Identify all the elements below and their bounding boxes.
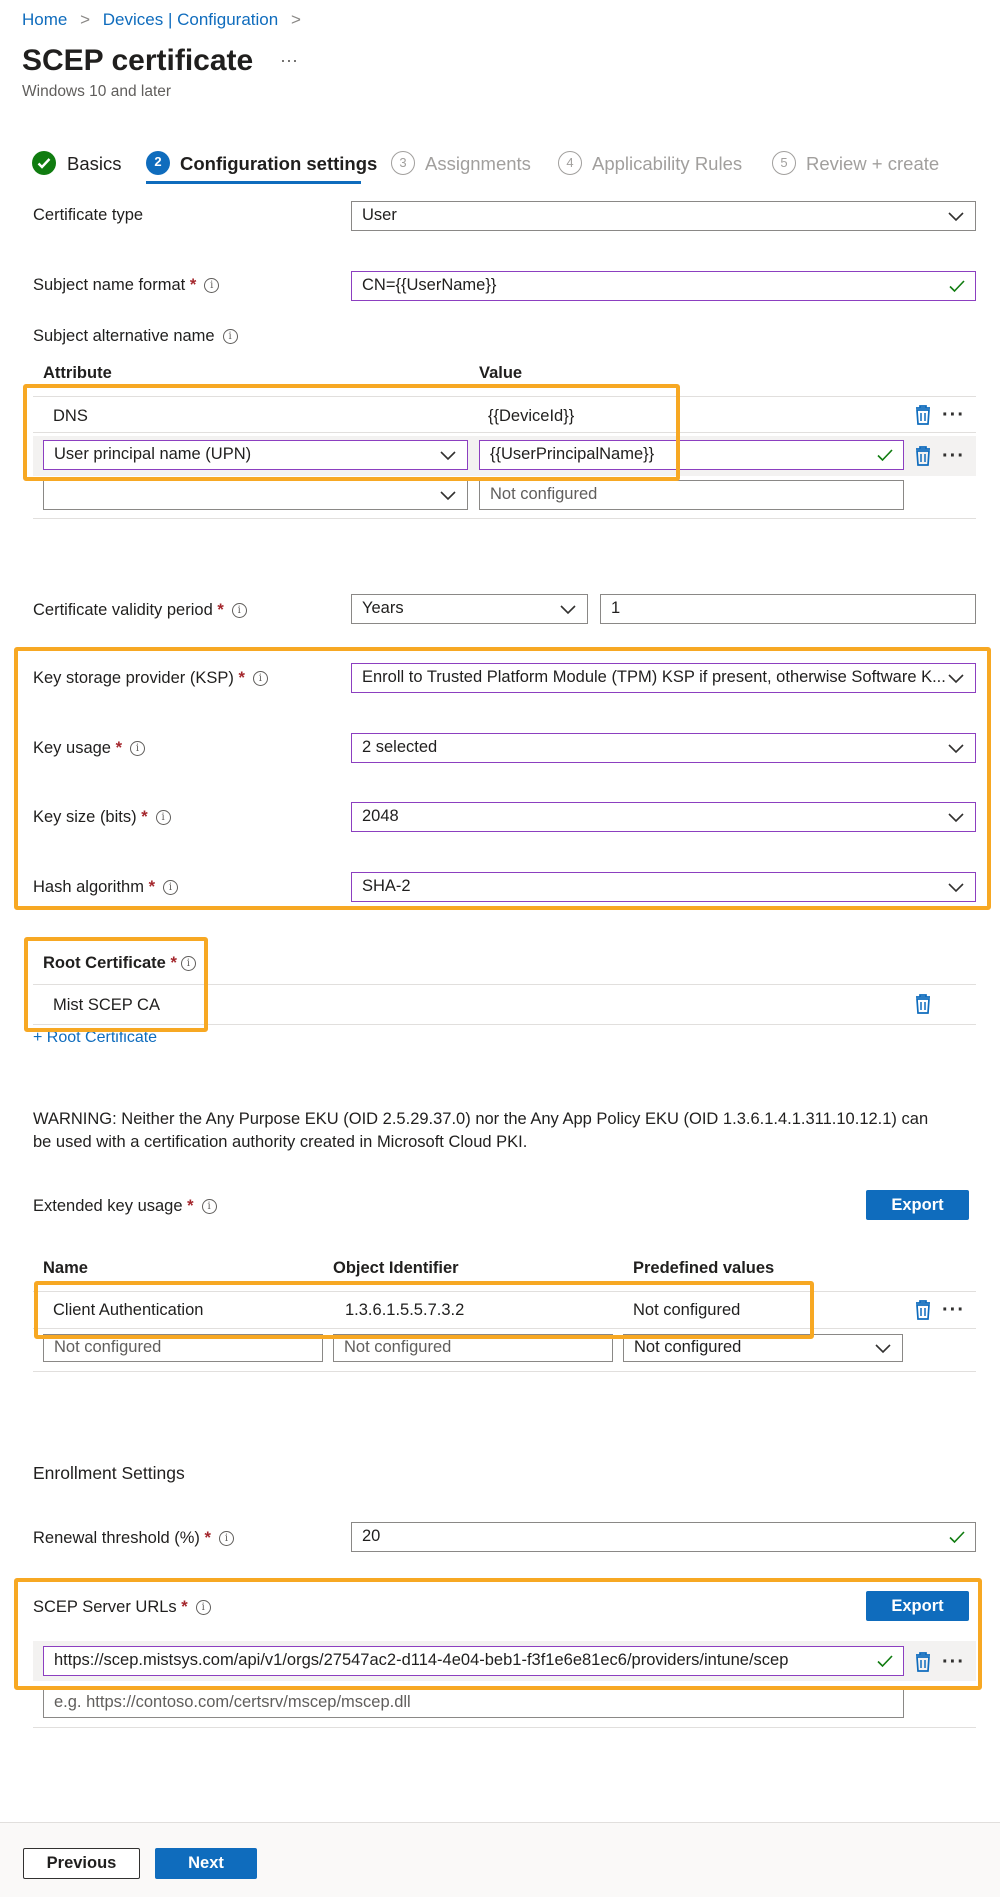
delete-icon[interactable] — [914, 993, 932, 1015]
info-icon[interactable]: i — [223, 329, 238, 344]
add-root-certificate-link[interactable]: + Root Certificate — [33, 1029, 158, 1046]
san-row3-attribute-dropdown[interactable] — [43, 480, 468, 510]
step-review-create[interactable]: Review + create — [806, 153, 940, 174]
certificate-type-label: Certificate type — [33, 206, 144, 224]
chevron-down-icon — [439, 487, 457, 503]
info-icon[interactable]: i — [163, 880, 178, 895]
eku-oid-header: Object Identifier — [333, 1259, 459, 1277]
key-usage-label: Key usage * i — [33, 739, 145, 758]
checkmark-icon — [875, 446, 895, 464]
active-step-underline — [146, 181, 361, 184]
highlight-box-san — [23, 384, 680, 481]
highlight-box-root-cert — [24, 937, 208, 1032]
validity-unit-dropdown[interactable] — [351, 594, 588, 624]
validity-unit-value: Years — [362, 599, 404, 617]
san-row2-attribute-value: User principal name (UPN) — [54, 445, 252, 463]
page-subtitle: Windows 10 and later — [22, 83, 172, 100]
step-basics[interactable]: Basics — [67, 153, 122, 174]
chevron-right-icon: > — [290, 10, 301, 29]
step-assignments[interactable]: Assignments — [425, 153, 531, 174]
delete-icon[interactable] — [914, 445, 932, 467]
step-number-5: 5 — [772, 151, 796, 175]
san-row3-value-placeholder: Not configured — [490, 485, 598, 503]
scep-url-value: https://scep.mistsys.com/api/v1/orgs/27547ac2-d114-4e04-beb1-f3f1e6e81ec6/providers/intune/scep — [54, 1651, 789, 1669]
root-certificate-label: Root Certificate * i — [43, 954, 196, 973]
info-icon[interactable]: i — [181, 956, 196, 971]
ksp-value: Enroll to Trusted Platform Module (TPM) KSP if present, otherwise Software K... — [362, 668, 946, 686]
renewal-threshold-input[interactable] — [351, 1522, 976, 1552]
info-icon[interactable]: i — [130, 741, 145, 756]
highlight-box-eku — [34, 1281, 814, 1339]
breadcrumb-devices-link[interactable]: Devices | Configuration — [102, 10, 279, 29]
info-icon[interactable]: i — [204, 278, 219, 293]
ksp-label: Key storage provider (KSP) * i — [33, 669, 268, 688]
scep-server-urls-label: SCEP Server URLs * i — [33, 1598, 211, 1617]
delete-icon[interactable] — [914, 1299, 932, 1321]
subject-alternative-name-label: Subject alternative name i — [33, 327, 238, 346]
breadcrumb-home-link[interactable]: Home — [22, 10, 68, 29]
step-number-4: 4 — [558, 151, 582, 175]
chevron-right-icon: > — [80, 10, 91, 29]
eku-row1-name: Client Authentication — [53, 1301, 204, 1319]
hash-algorithm-label: Hash algorithm * i — [33, 878, 178, 897]
renewal-threshold-value: 20 — [362, 1527, 381, 1545]
breadcrumb — [22, 10, 309, 30]
info-icon[interactable]: i — [202, 1199, 217, 1214]
eku-row2-name-placeholder: Not configured — [54, 1338, 162, 1356]
certificate-type-value: User — [362, 206, 397, 224]
info-icon[interactable]: i — [232, 603, 247, 618]
renewal-threshold-label: Renewal threshold (%) * i — [33, 1529, 234, 1548]
hash-algorithm-value: SHA-2 — [362, 877, 411, 895]
key-usage-value: 2 selected — [362, 738, 438, 756]
more-actions-icon[interactable]: ··· — [942, 1651, 965, 1673]
checkmark-icon — [947, 1528, 967, 1546]
key-size-label: Key size (bits) * i — [33, 808, 171, 827]
next-button[interactable]: Next — [155, 1848, 257, 1879]
eku-row2-predefined-value: Not configured — [634, 1338, 742, 1356]
info-icon[interactable]: i — [196, 1600, 211, 1615]
eku-name-header: Name — [43, 1259, 88, 1277]
step-configuration-settings[interactable]: Configuration settings — [180, 153, 378, 174]
checkmark-icon — [947, 277, 967, 295]
eku-warning — [33, 1108, 928, 1154]
check-circle-icon — [32, 151, 56, 175]
san-value-header: Value — [479, 364, 523, 382]
divider — [33, 1371, 976, 1372]
eku-row1-predefined: Not configured — [633, 1301, 741, 1319]
eku-row2-oid-placeholder: Not configured — [344, 1338, 452, 1356]
more-actions-icon[interactable]: ··· — [942, 404, 965, 426]
subject-name-format-value: CN={{UserName}} — [362, 276, 497, 294]
more-options-icon[interactable]: ··· — [280, 50, 298, 70]
key-size-value: 2048 — [362, 807, 399, 825]
divider — [33, 518, 976, 519]
info-icon[interactable]: i — [219, 1531, 234, 1546]
scep-url-placeholder: e.g. https://contoso.com/certsrv/mscep/mscep.dll — [54, 1693, 411, 1711]
scep-url-new-input[interactable] — [43, 1688, 904, 1718]
validity-value-text: 1 — [611, 599, 621, 617]
chevron-down-icon — [874, 1340, 892, 1356]
scep-export-button[interactable]: Export — [866, 1591, 969, 1621]
chevron-down-icon — [947, 208, 965, 224]
step-number-2: 2 — [146, 151, 170, 175]
subject-name-format-label: Subject name format * i — [33, 276, 219, 295]
info-icon[interactable]: i — [253, 671, 268, 686]
step-applicability-rules[interactable]: Applicability Rules — [592, 153, 743, 174]
san-attribute-header: Attribute — [43, 364, 112, 382]
san-row2-value-text: {{UserPrincipalName}} — [490, 445, 655, 463]
delete-icon[interactable] — [914, 404, 932, 426]
highlight-box-key-settings — [14, 647, 991, 910]
enrollment-settings-heading: Enrollment Settings — [33, 1463, 185, 1483]
warning-line-1: WARNING: Neither the Any Purpose EKU (OID 2.5.29.37.0) nor the Any App Policy EKU (OID 1.3.6.1.4.1.311.10.12.1) can — [33, 1110, 929, 1128]
divider — [33, 1727, 976, 1728]
root-certificate-value: Mist SCEP CA — [53, 996, 160, 1014]
chevron-down-icon — [559, 601, 577, 617]
validity-value-input[interactable] — [600, 594, 976, 624]
more-actions-icon[interactable]: ··· — [942, 1299, 965, 1321]
info-icon[interactable]: i — [156, 810, 171, 825]
san-row1-attribute: DNS — [53, 407, 88, 425]
certificate-validity-label: Certificate validity period * i — [33, 601, 247, 620]
footer-bar — [0, 1822, 1000, 1897]
eku-predefined-header: Predefined values — [633, 1259, 775, 1277]
extended-key-usage-label: Extended key usage * i — [33, 1197, 217, 1216]
step-number-3: 3 — [391, 151, 415, 175]
more-actions-icon[interactable]: ··· — [942, 445, 965, 467]
page-title: SCEP certificate — [22, 44, 254, 77]
highlight-box-scep — [14, 1578, 982, 1690]
san-row1-value: {{DeviceId}} — [488, 407, 575, 425]
eku-row1-oid: 1.3.6.1.5.5.7.3.2 — [345, 1301, 465, 1319]
subject-name-format-input[interactable] — [351, 271, 976, 301]
eku-export-button[interactable]: Export — [866, 1190, 969, 1220]
san-row3-value-input[interactable] — [479, 480, 904, 510]
previous-button[interactable]: Previous — [23, 1848, 140, 1879]
certificate-type-dropdown[interactable] — [351, 201, 976, 231]
warning-line-2: be used with a certification authority created in Microsoft Cloud PKI. — [33, 1133, 528, 1151]
